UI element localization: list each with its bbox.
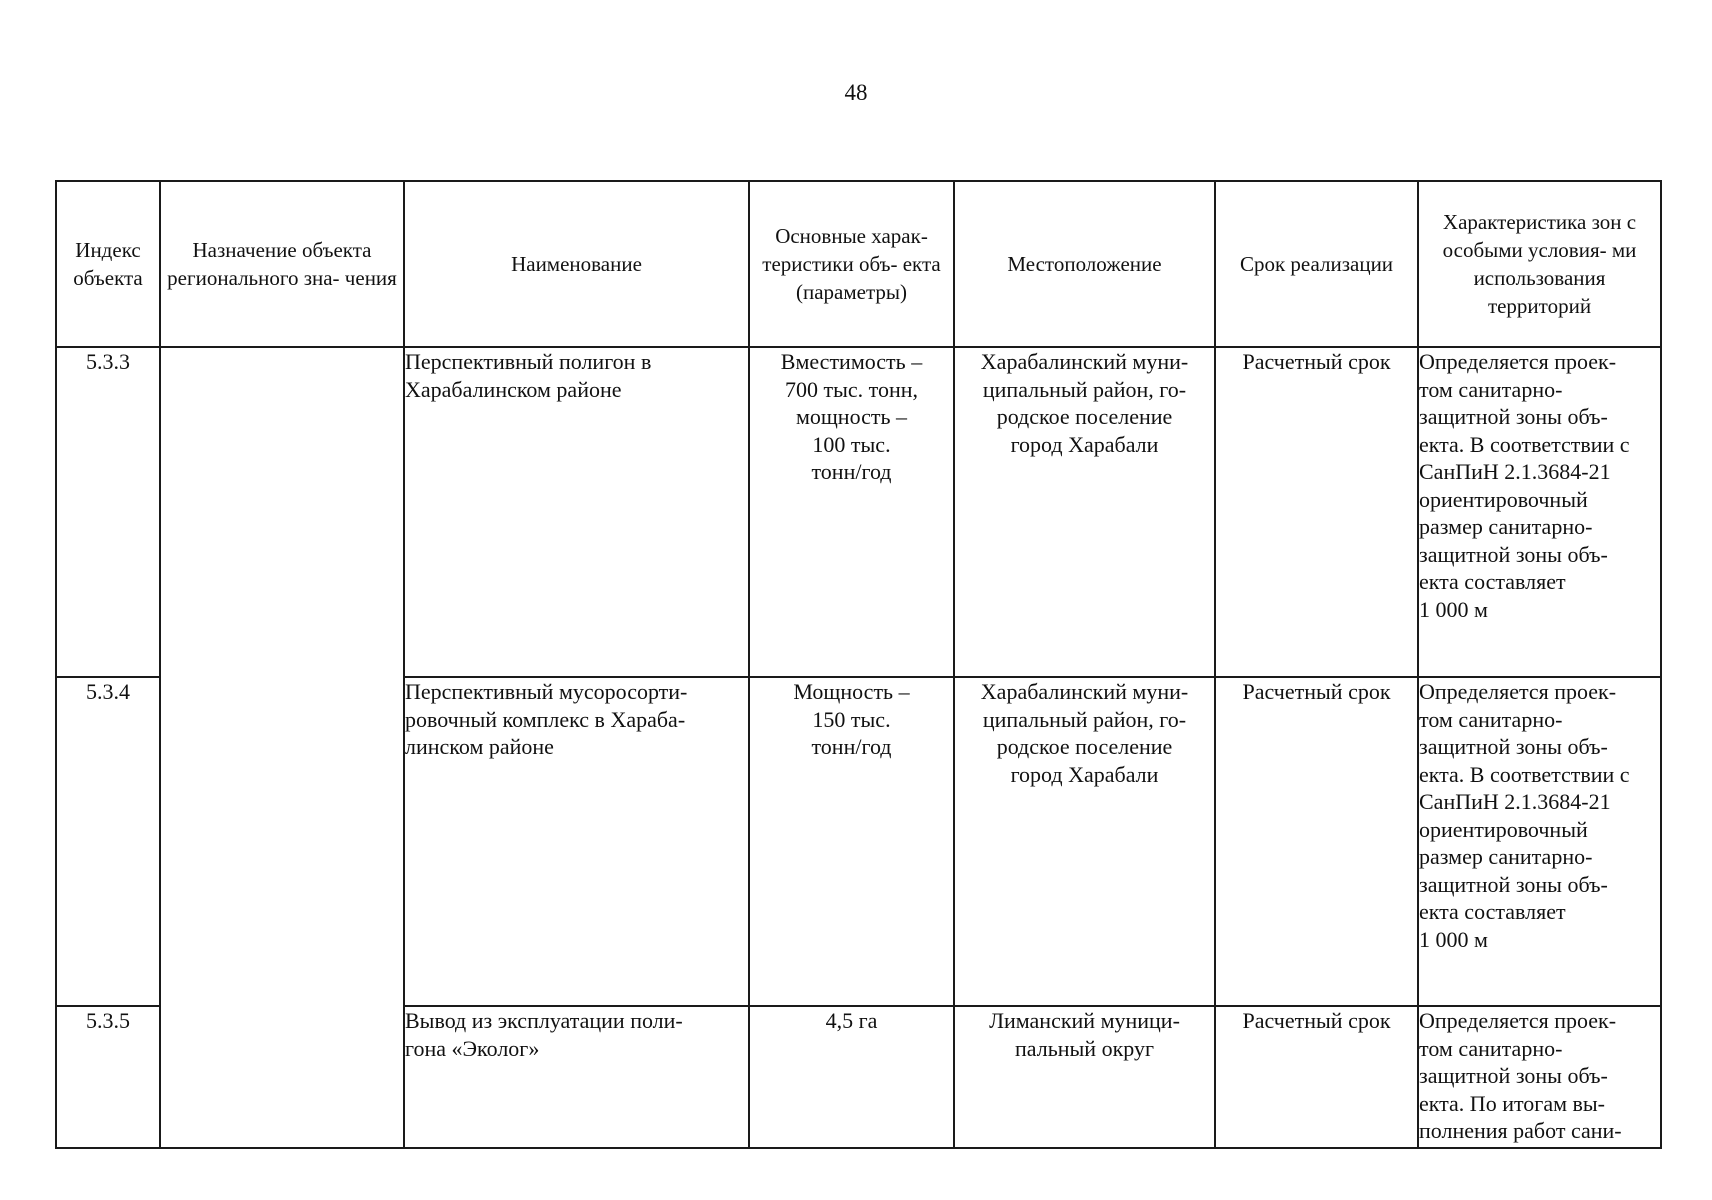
cell-characteristics: Мощность – 150 тыс. тонн/год [749, 677, 954, 1006]
cell-location: Лиманский муници- пальный округ [954, 1006, 1215, 1148]
header-term: Срок реализации [1215, 181, 1418, 347]
cell-name: Вывод из эксплуатации поли- гона «Эколог» [404, 1006, 749, 1148]
header-index: Индекс объекта [56, 181, 160, 347]
cell-index: 5.3.4 [56, 677, 160, 1006]
cell-name: Перспективный мусоросорти- ровочный комплекс в Хараба- линском районе [404, 677, 749, 1006]
header-purpose: Назначение объекта регионального зна- чения [160, 181, 404, 347]
cell-zones: Определяется проек- том санитарно- защитной зоны объ- екта. По итогам вы- полнения работ сани- [1418, 1006, 1661, 1148]
cell-location: Харабалинский муни- ципальный район, го- родское поселение город Харабали [954, 347, 1215, 677]
cell-zones: Определяется проек- том санитарно- защитной зоны объ- екта. В соответствии с СанПиН 2.1.3684-21 ориентировочный размер санитарно- защитной зоны объ- екта составляет 1 000 м [1418, 677, 1661, 1006]
cell-term: Расчетный срок [1215, 677, 1418, 1006]
cell-location: Харабалинский муни- ципальный район, го- родское поселение город Харабали [954, 677, 1215, 1006]
table-header-row [56, 181, 1661, 347]
cell-purpose [160, 347, 404, 1148]
cell-zones: Определяется проек- том санитарно- защитной зоны объ- екта. В соответствии с СанПиН 2.1.3684-21 ориентировочный размер санитарно- защитной зоны объ- екта составляет 1 000 м [1418, 347, 1661, 677]
objects-table [55, 180, 1662, 1149]
cell-name: Перспективный полигон в Харабалинском районе [404, 347, 749, 677]
header-location: Местоположение [954, 181, 1215, 347]
header-name: Наименование [404, 181, 749, 347]
page-number: 48 [844, 80, 868, 105]
header-characteristics: Основные харак- теристики объ- екта (параметры) [749, 181, 954, 347]
cell-characteristics: 4,5 га [749, 1006, 954, 1148]
cell-term: Расчетный срок [1215, 347, 1418, 677]
cell-index: 5.3.3 [56, 347, 160, 677]
cell-term: Расчетный срок [1215, 1006, 1418, 1148]
cell-index: 5.3.5 [56, 1006, 160, 1148]
table-row [56, 347, 1661, 677]
header-zones: Характеристика зон с особыми условия- ми использования территорий [1418, 181, 1661, 347]
cell-characteristics: Вместимость – 700 тыс. тонн, мощность – 100 тыс. тонн/год [749, 347, 954, 677]
